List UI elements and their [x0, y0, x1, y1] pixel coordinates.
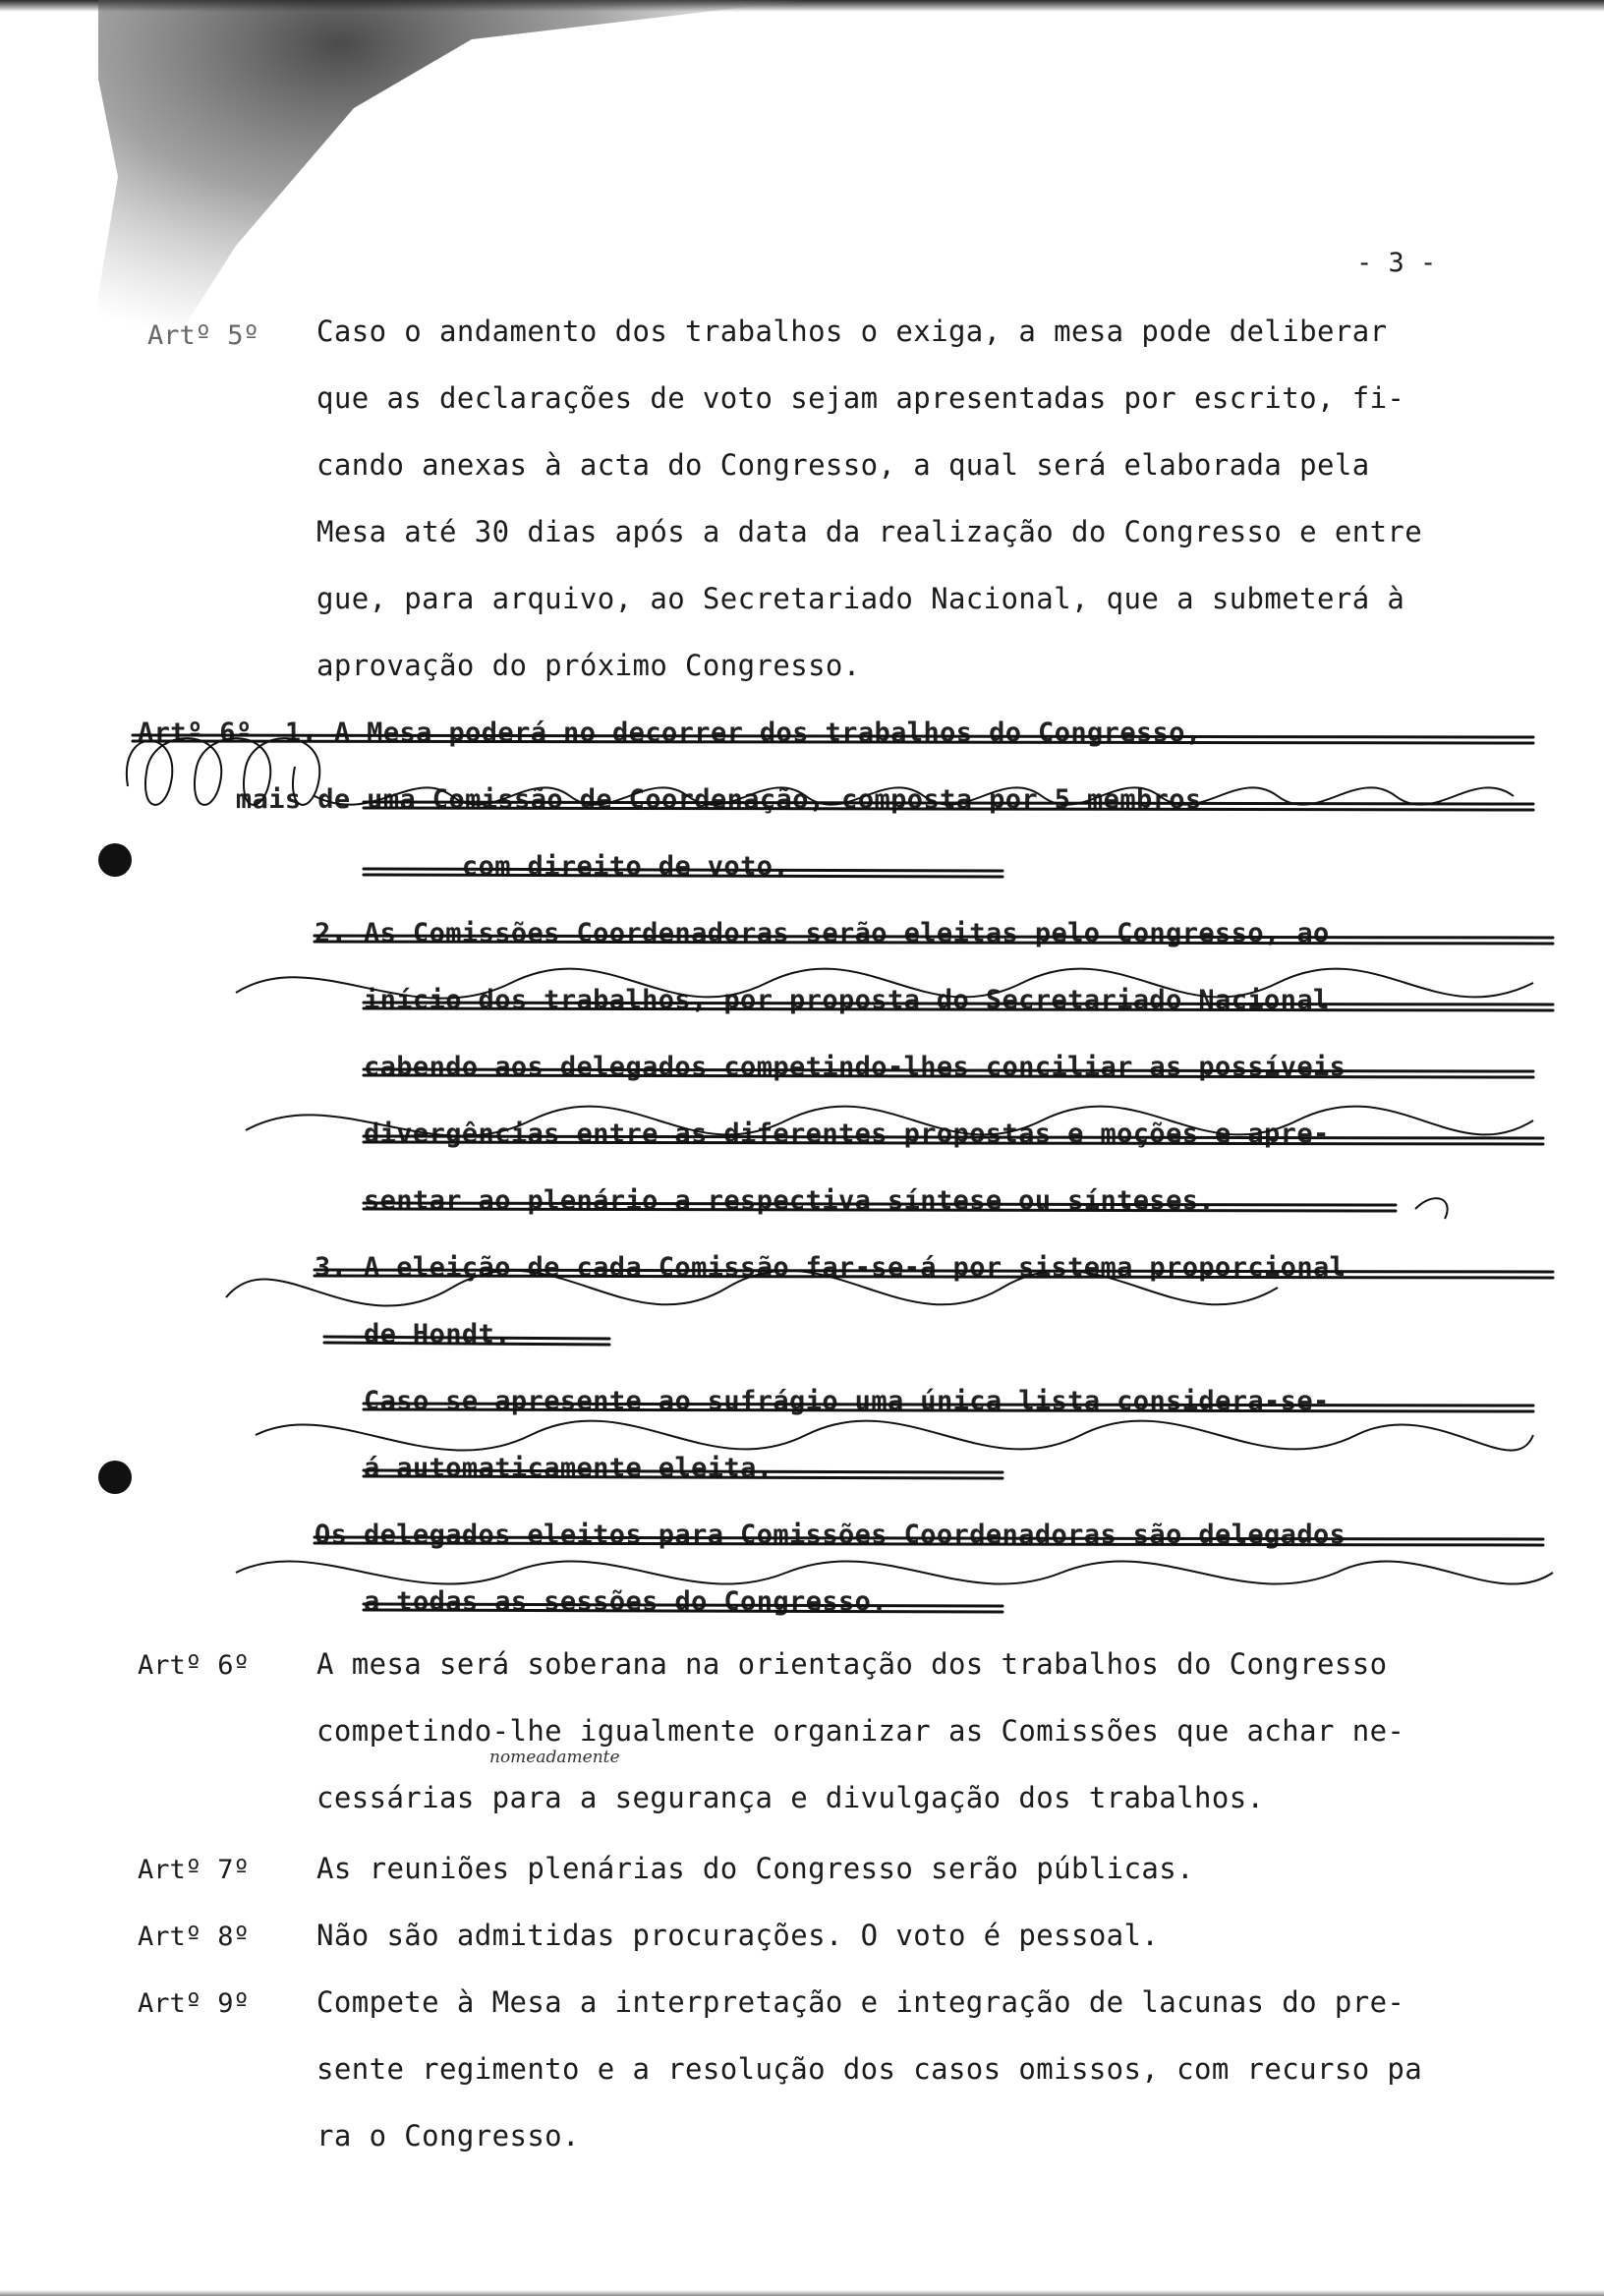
handwritten-insertion: nomeadamente	[489, 1748, 620, 1767]
article-6-line-1: A mesa será soberana na orientação dos trabalhos do Congresso	[316, 1647, 1388, 1681]
article-7-number: Artº 7º	[138, 1855, 250, 1885]
struck-line: 3. A eleição de cada Comissão far-se-á por sistema proporcional	[315, 1252, 1346, 1283]
struck-line: sentar ao plenário a respectiva síntese ou sínteses.	[315, 1185, 1216, 1216]
struck-line: Caso se apresente ao sufrágio uma única lista considera-se-	[364, 1386, 1330, 1416]
struck-line: a todas as sessões do Congresso.	[364, 1586, 888, 1617]
article-5-line-4: Mesa até 30 dias após a data da realização do Congresso e entre	[316, 515, 1423, 548]
handwritten-strikethrough	[118, 708, 1573, 1632]
struck-line: cabendo aos delegados competindo-lhes conciliar as possíveis	[315, 1052, 1346, 1082]
article-9-line-2: sente regimento e a resolução dos casos omissos, com recurso pa	[316, 2052, 1423, 2086]
article-5-line-2: que as declarações de voto sejam apresentadas por escrito, fi-	[316, 381, 1405, 415]
struck-line: início dos trabalhos, por proposta do Secretariado Nacional	[315, 985, 1330, 1015]
article-8-text: Não são admitidas procurações. O voto é pessoal.	[316, 1919, 1160, 1952]
article-5-line-1: Caso o andamento dos trabalhos o exiga, a mesa pode deliberar	[316, 315, 1388, 348]
struck-line: com direito de voto.	[364, 851, 790, 882]
struck-line: mais de uma Comissão de Coordenação, composta por 5 membros	[138, 784, 1202, 815]
article-5-line-5: gue, para arquivo, ao Secretariado Nacional, que a submeterá à	[316, 582, 1405, 615]
struck-line: Artº 6º 1. A Mesa poderá no decorrer dos trabalhos do Congresso,	[138, 718, 1202, 748]
article-6-line-2: competindo-lhe igualmente organizar as Comissões que achar ne-	[316, 1714, 1405, 1748]
crossed-out-block	[118, 708, 1573, 1632]
article-7-text: As reuniões plenárias do Congresso serão públicas.	[316, 1852, 1194, 1885]
struck-line: de Hondt.	[315, 1319, 511, 1349]
struck-line: á automaticamente eleita.	[364, 1453, 773, 1483]
article-9-line-3: ra o Congresso.	[316, 2119, 580, 2152]
article-9-line-1: Compete à Mesa a interpretação e integração de lacunas do pre-	[316, 1985, 1405, 2019]
article-6-line-3: cessárias para a segurança e divulgação dos trabalhos.	[316, 1781, 1265, 1814]
page-number: - 3 -	[1356, 248, 1437, 278]
article-5-line-3: cando anexas à acta do Congresso, a qual será elaborada pela	[316, 448, 1370, 482]
struck-line: 2. As Comissões Coordenadoras serão eleitas pelo Congresso, ao	[315, 918, 1330, 948]
article-5-line-6: aprovação do próximo Congresso.	[316, 649, 861, 682]
struck-line: Os delegados eleitos para Comissões Coordenadoras são delegados	[315, 1520, 1346, 1550]
article-6-number: Artº 6º	[138, 1650, 250, 1681]
struck-line: divergências entre as diferentes propostas e moções e apre-	[315, 1119, 1330, 1149]
scan-shadow-bottom	[0, 2290, 1604, 2296]
article-8-number: Artº 8º	[138, 1922, 250, 1952]
article-9-number: Artº 9º	[138, 1988, 250, 2019]
article-5-number: Artº 5º	[147, 320, 259, 351]
